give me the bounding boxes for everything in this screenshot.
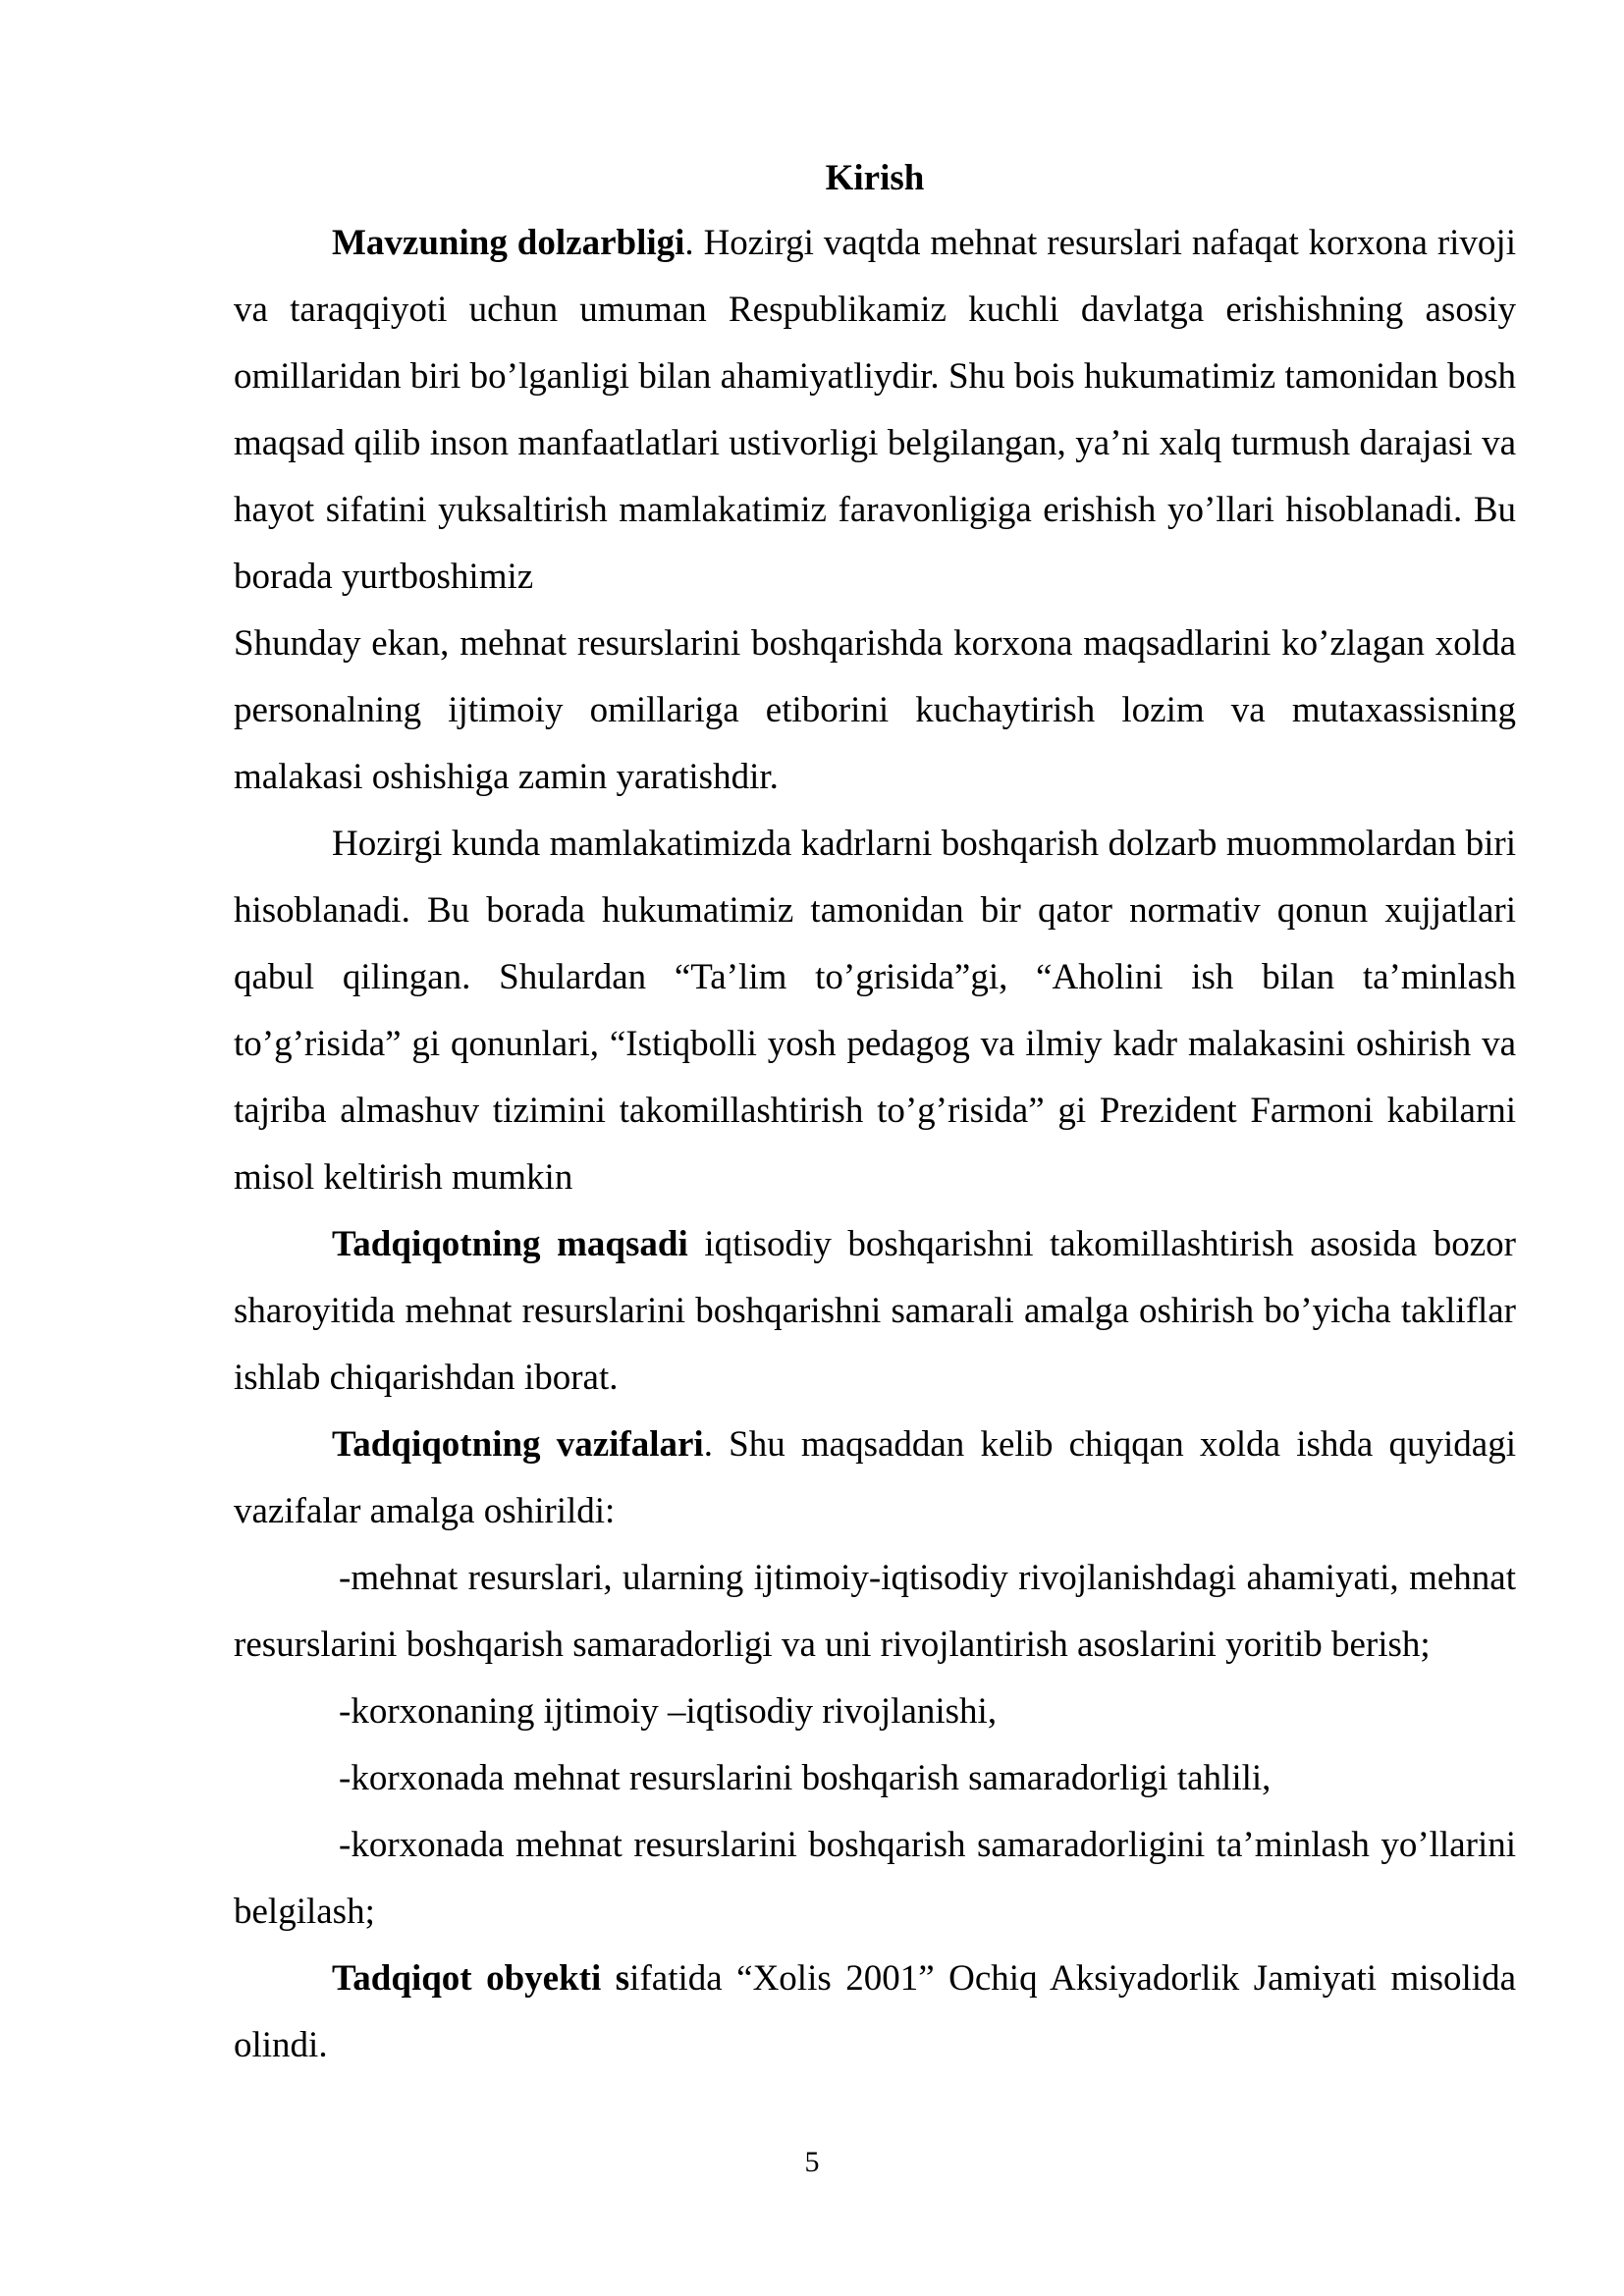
section-title: Kirish bbox=[825, 158, 925, 198]
paragraph-text: . Hozirgi vaqtda mehnat resurslari nafaqat korxona rivoji va taraqqiyoti uchun umuman Respublikamiz kuchli davlatga erishishning asosiy omillaridan biri bo’lganligi bilan ahamiyatliydir. Shu bois hukumatimiz tamonidan bosh maqsad qilib inson manfaatlatlari ustivorligi belgilangan, ya’ni xalq turmush darajasi va hayot sifatini yuksaltirish mamlakatimiz faravonligiga erishish yo’llari hisoblanadi. Bu borada yurtboshimiz bbox=[234, 223, 1516, 597]
list-item: -korxonaning ijtimoiy –iqtisodiy rivojlanishi, bbox=[339, 1691, 998, 1732]
page-number: 5 bbox=[804, 2146, 820, 2178]
paragraph-text: ifatida “Xolis 2001” Ochiq Aksiyadorlik Jamiyati misolida olindi. bbox=[234, 1958, 1516, 2065]
paragraph-goal bbox=[234, 1211, 1516, 1412]
list-item: -mehnat resurslari, ularning ijtimoiy-iqtisodiy rivojlanishdagi ahamiyati, mehnat resurslarini boshqarish samaradorligi va uni rivojlantirish asoslarini yoritib berish; bbox=[234, 1558, 1516, 1665]
paragraph-heading: Tadqiqot obyekti s bbox=[332, 1958, 630, 1999]
paragraph-object bbox=[234, 1946, 1516, 2079]
paragraph-continuation: Shunday ekan, mehnat resurslarini boshqarishda korxona maqsadlarini ko’zlagan xolda personalning ijtimoiy omillariga etiborini kuchaytirish lozim va mutaxassisning malakasi oshishiga zamin yaratishdir. bbox=[234, 623, 1516, 797]
paragraph-heading: Tadqiqotning vazifalari bbox=[332, 1424, 704, 1465]
paragraph-legal-acts: Hozirgi kunda mamlakatimizda kadrlarni boshqarish dolzarb muommolardan biri hisoblanadi. Bu borada hukumatimiz tamonidan bir qator normativ qonun xujjatlari qabul qilingan. Shulardan “Ta’lim to’grisida”gi, “Aholini ish bilan ta’minlash to’g’risida” gi qonunlari, “Istiqbolli yosh pedagog va ilmiy kadr malakasini oshirish va tajriba almashuv tizimini takomillashtirish to’g’risida” gi Prezident Farmoni kabilarni misol keltirish mumkin bbox=[234, 824, 1516, 1198]
paragraph-tasks bbox=[234, 1412, 1516, 1545]
paragraph-heading: Tadqiqotning maqsadi bbox=[332, 1224, 688, 1264]
paragraph-relevance bbox=[234, 210, 1516, 611]
paragraph-heading: Mavzuning dolzarbligi bbox=[332, 223, 685, 263]
document-body bbox=[234, 147, 1516, 2079]
paragraph-text: iqtisodiy boshqarishni takomillashtirish asosida bozor sharoyitida mehnat resurslarini boshqarishni samarali amalga oshirish bo’yicha takliflar ishlab chiqarishdan iborat. bbox=[234, 1224, 1516, 1398]
list-item: -korxonada mehnat resurslarini boshqarish samaradorligi tahlili, bbox=[339, 1758, 1272, 1798]
list-item: -korxonada mehnat resurslarini boshqarish samaradorligini ta’minlash yo’llarini belgilash; bbox=[234, 1825, 1516, 1932]
paragraph-text: . Shu maqsaddan kelib chiqqan xolda ishda quyidagi vazifalar amalga oshirildi: bbox=[234, 1424, 1516, 1531]
